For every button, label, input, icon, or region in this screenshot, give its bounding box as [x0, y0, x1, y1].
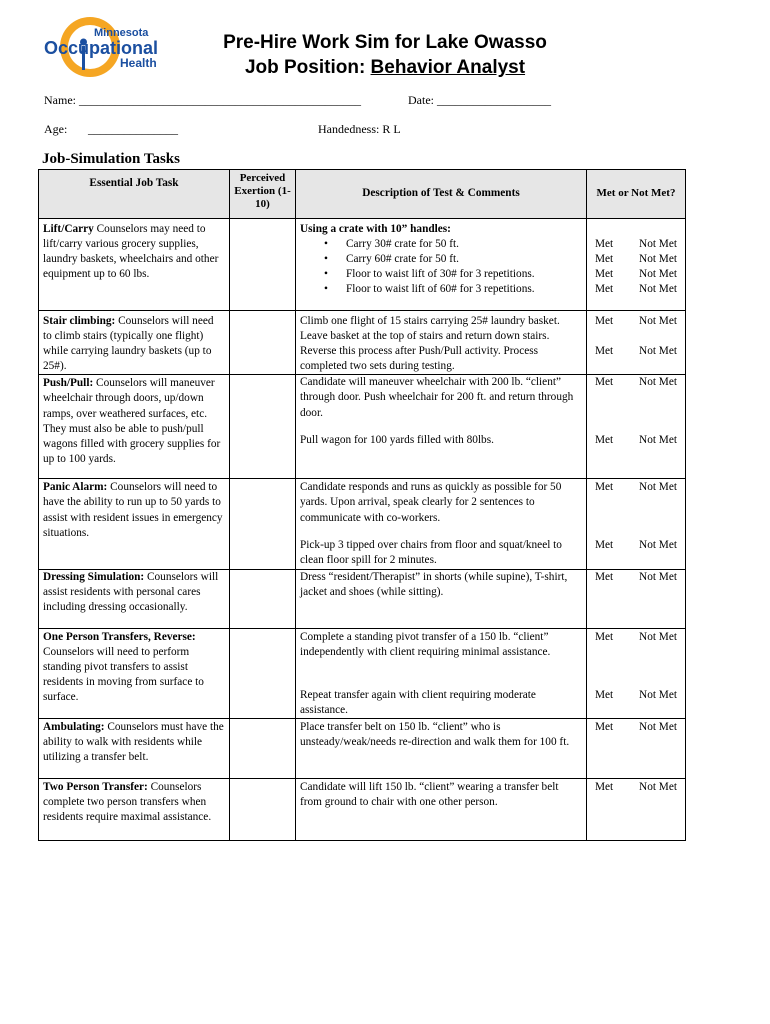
- met-cell[interactable]: [587, 219, 686, 311]
- not-met-option[interactable]: Not Met: [639, 780, 677, 793]
- not-met-option[interactable]: Not Met: [639, 720, 677, 733]
- met-cell[interactable]: [587, 718, 686, 778]
- col-header-exertion: Perceived Exertion (1-10): [230, 170, 296, 219]
- description-cell: Climb one flight of 15 stairs carrying 25# laundry basket. Leave basket at the top of stairs and return down stairs.: [296, 311, 587, 345]
- exertion-cell[interactable]: [230, 219, 296, 311]
- exertion-cell[interactable]: [230, 628, 296, 688]
- met-choice: [591, 480, 681, 495]
- not-met-option[interactable]: Not Met: [639, 376, 677, 389]
- met-cell[interactable]: [587, 344, 686, 375]
- not-met-option[interactable]: Not Met: [639, 238, 677, 250]
- met-option[interactable]: Met: [595, 570, 614, 583]
- met-choice: [591, 688, 681, 703]
- description-cell: Dress “resident/Therapist” in shorts (while supine), T-shirt, jacket and shoes (while sitting).: [296, 569, 587, 628]
- met-choice: [591, 314, 681, 329]
- met-cell[interactable]: [587, 479, 686, 539]
- task-cell: [39, 569, 230, 628]
- task-text: Counselors will need to climb stairs (typically one flight) while carrying laundry baskets (up to 25#).: [43, 315, 214, 373]
- task-text: Counselors complete two person transfers when residents require maximal assistance.: [43, 780, 212, 823]
- met-choice: [591, 237, 681, 252]
- description-cell: Pick-up 3 tipped over chairs from floor and squat/kneel to clean floor spill for 2 minutes.: [296, 538, 587, 569]
- description-cell: Candidate will maneuver wheelchair with 200 lb. “client” through door. Push wheelchair for 200 ft. and return through door.: [296, 375, 587, 434]
- table-row: [39, 569, 686, 628]
- met-option[interactable]: Met: [595, 720, 614, 733]
- task-heading: Dressing Simulation:: [43, 570, 145, 583]
- not-met-option[interactable]: Not Met: [639, 283, 677, 296]
- met-cell[interactable]: [587, 311, 686, 345]
- met-option[interactable]: Met: [595, 253, 614, 266]
- task-cell: [39, 219, 230, 311]
- svg-text:Health: Health: [120, 56, 157, 70]
- form-title: Pre-Hire Work Sim for Lake Owasso: [223, 32, 547, 53]
- not-met-option[interactable]: Not Met: [639, 315, 677, 327]
- met-cell[interactable]: [587, 433, 686, 479]
- exertion-cell[interactable]: [230, 569, 296, 628]
- met-option[interactable]: Met: [595, 630, 614, 643]
- met-choice: [591, 780, 681, 795]
- met-cell[interactable]: [587, 538, 686, 569]
- description-cell: Repeat transfer again with client requiring moderate assistance.: [296, 688, 587, 719]
- task-heading: Stair climbing:: [43, 315, 116, 327]
- met-option[interactable]: Met: [595, 268, 614, 281]
- met-option[interactable]: Met: [595, 376, 614, 389]
- col-header-description: Description of Test & Comments: [296, 170, 587, 219]
- description-cell: Candidate will lift 150 lb. “client” wearing a transfer belt from ground to chair with one other person.: [296, 778, 587, 840]
- not-met-option[interactable]: Not Met: [639, 268, 677, 281]
- age-field[interactable]: _______________: [88, 122, 178, 136]
- handedness-field[interactable]: Handedness: R L: [318, 122, 401, 136]
- table-row: [39, 479, 686, 539]
- date-field[interactable]: Date: ___________________: [408, 93, 551, 107]
- task-cell: [39, 628, 230, 718]
- list-item: • Floor to waist lift of 30# for 3 repetitions.: [346, 267, 582, 282]
- met-option[interactable]: Met: [595, 539, 614, 552]
- met-option[interactable]: Met: [595, 481, 614, 494]
- job-position-title: Job Position: Behavior Analyst: [244, 57, 526, 78]
- description-cell: Complete a standing pivot transfer of a 150 lb. “client” independently with client requiring minimal assistance.: [296, 628, 587, 688]
- section-title: Job-Simulation Tasks: [42, 151, 180, 167]
- exertion-cell[interactable]: [230, 344, 296, 375]
- met-option[interactable]: Met: [595, 315, 614, 327]
- description-cell: Place transfer belt on 150 lb. “client” who is unsteady/weak/needs re-direction and walk them for 100 ft.: [296, 718, 587, 778]
- task-text: Counselors may need to lift/carry various grocery supplies, laundry baskets, wheelchairs and other equipment up to 60 lbs.: [43, 223, 219, 281]
- not-met-option[interactable]: Not Met: [639, 481, 677, 494]
- met-option[interactable]: Met: [595, 283, 614, 296]
- met-cell[interactable]: [587, 688, 686, 719]
- task-text: Counselors will assist residents with personal cares including dressing occasionally.: [43, 570, 219, 613]
- not-met-option[interactable]: Not Met: [639, 434, 677, 447]
- task-cell: [39, 718, 230, 778]
- table-row: [39, 778, 686, 840]
- task-heading: One Person Transfers, Reverse:: [43, 630, 196, 643]
- list-item: • Floor to waist lift of 60# for 3 repetitions.: [346, 282, 582, 297]
- task-heading: Lift/Carry: [43, 223, 94, 235]
- description-cell: [296, 219, 587, 311]
- task-heading: Two Person Transfer:: [43, 780, 148, 793]
- list-item: • Carry 60# crate for 50 ft.: [346, 252, 582, 267]
- task-heading: Using a crate with 10” handles:: [300, 223, 451, 235]
- met-choice: [591, 344, 681, 359]
- crate-task-list: [300, 237, 582, 297]
- task-text: Counselors must have the ability to walk with residents while utilizing a transfer belt.: [43, 720, 224, 763]
- table-row: [39, 628, 686, 688]
- met-choice: [591, 433, 681, 448]
- met-choice: [591, 375, 681, 390]
- not-met-option[interactable]: Not Met: [639, 345, 677, 358]
- table-header-row: [39, 170, 686, 219]
- description-cell: Pull wagon for 100 yards filled with 80lbs.: [296, 433, 587, 479]
- met-cell[interactable]: [587, 778, 686, 840]
- met-cell[interactable]: [587, 569, 686, 628]
- table-row: [39, 375, 686, 434]
- exertion-cell[interactable]: [230, 479, 296, 539]
- col-header-task: Essential Job Task: [39, 170, 230, 219]
- svg-text:Occupational: Occupational: [44, 38, 159, 58]
- met-option[interactable]: Met: [595, 780, 614, 793]
- task-cell: [39, 375, 230, 479]
- task-heading: Ambulating:: [43, 720, 105, 733]
- task-text: Counselors will need to have the ability to run up to 50 yards to assist with resident issues in emergency situations.: [43, 481, 223, 539]
- met-option[interactable]: Met: [595, 688, 614, 701]
- col-header-met: Met or Not Met?: [587, 170, 686, 219]
- exertion-cell[interactable]: [230, 718, 296, 778]
- exertion-cell[interactable]: [230, 311, 296, 345]
- met-choice: [591, 282, 681, 297]
- task-heading: Panic Alarm:: [43, 481, 108, 494]
- table-row: [39, 219, 686, 311]
- task-text: Counselors will need to perform standing pivot transfers to assist residents in moving from surface to surface.: [43, 645, 204, 703]
- table-row: [39, 311, 686, 345]
- exertion-cell[interactable]: [230, 688, 296, 719]
- met-cell[interactable]: [587, 628, 686, 688]
- svg-text:Minnesota: Minnesota: [94, 27, 149, 39]
- met-option[interactable]: Met: [595, 345, 614, 358]
- list-item: • Carry 30# crate for 50 ft.: [346, 237, 582, 252]
- description-cell: Candidate responds and runs as quickly as possible for 50 yards. Upon arrival, speak clearly for 2 sentences to communicate with co-workers.: [296, 479, 587, 539]
- task-text: Counselors will maneuver wheelchair through doors, up/down ramps, over weathered surfaces, etc. They must also be able to push/pull wagons filled with grocery supplies for up to 100 yards.: [43, 377, 221, 465]
- exertion-cell[interactable]: [230, 778, 296, 840]
- met-choice: [591, 720, 681, 735]
- minnesota-occupational-health-logo: [42, 16, 174, 78]
- not-met-option[interactable]: Not Met: [639, 630, 677, 643]
- task-cell: [39, 311, 230, 375]
- not-met-option[interactable]: Not Met: [639, 539, 677, 552]
- met-choice: [591, 267, 681, 282]
- not-met-option[interactable]: Not Met: [639, 253, 677, 266]
- task-cell: [39, 778, 230, 840]
- met-option[interactable]: Met: [595, 238, 614, 250]
- exertion-cell[interactable]: [230, 433, 296, 479]
- exertion-cell[interactable]: [230, 538, 296, 569]
- task-heading: Push/Pull:: [43, 377, 94, 390]
- met-choice: [591, 630, 681, 645]
- met-choice: [591, 570, 681, 585]
- age-label: Age:: [44, 122, 68, 136]
- not-met-option[interactable]: Not Met: [639, 570, 677, 583]
- met-option[interactable]: Met: [595, 434, 614, 447]
- tasks-table: [38, 169, 686, 841]
- table-row: [39, 718, 686, 778]
- not-met-option[interactable]: Not Met: [639, 688, 677, 701]
- name-field[interactable]: Name: _______________________________________________: [44, 93, 361, 107]
- job-position-name: Behavior Analyst: [370, 57, 526, 78]
- task-cell: [39, 479, 230, 569]
- met-choice: [591, 252, 681, 267]
- met-cell[interactable]: [587, 375, 686, 434]
- description-cell: Reverse this process after Push/Pull activity. Process completed two sets during testing.: [296, 344, 587, 375]
- exertion-cell[interactable]: [230, 375, 296, 434]
- met-choice: [591, 538, 681, 553]
